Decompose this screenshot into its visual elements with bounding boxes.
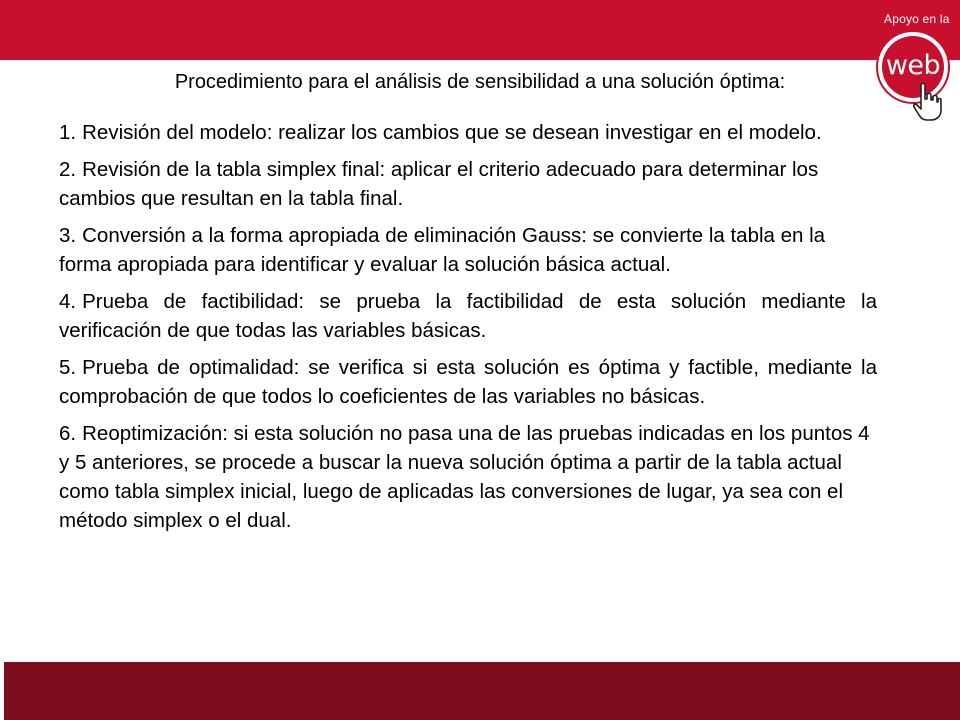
- step-text: Prueba de optimalidad: se verifica si esta solución es óptima y factible, mediante la comprobación de que todos lo coeficientes de las variables no básicas.: [59, 356, 877, 408]
- step-text: Revisión de la tabla simplex final: aplicar el criterio adecuado para determinar los cambios que resultan en la tabla final.: [59, 158, 819, 210]
- steps-list: [59, 118, 877, 543]
- step-number: 1.: [59, 121, 77, 144]
- step-2: [59, 155, 877, 213]
- logo-caption: Apoyo en la: [884, 12, 950, 26]
- step-number: 3.: [59, 224, 77, 247]
- step-text: Revisión del modelo: realizar los cambios que se desean investigar en el modelo.: [82, 121, 822, 144]
- step-number: 2.: [59, 158, 77, 181]
- hand-pointer-icon: [912, 82, 942, 122]
- step-text: Conversión a la forma apropiada de eliminación Gauss: se convierte la tabla en la forma apropiada para identificar y evaluar la solución básica actual.: [59, 224, 826, 276]
- slide-title: Procedimiento para el análisis de sensibilidad a una solución óptima:: [174, 71, 786, 93]
- step-text: Prueba de factibilidad: se prueba la factibilidad de esta solución mediante la verificación de que todas las variables básicas.: [59, 290, 877, 342]
- step-number: 4.: [59, 290, 77, 313]
- step-1: [59, 118, 877, 147]
- step-6: [59, 419, 877, 535]
- step-3: [59, 221, 877, 279]
- step-text: Reoptimización: si esta solución no pasa una de las pruebas indicadas en los puntos 4 y 5 anteriores, se procede a buscar la nueva solución óptima a partir de la tabla actual como tabla simplex inicial, luego de aplicadas las conversiones de lugar, ya sea con el método simplex o el dual.: [59, 422, 870, 532]
- step-5: [59, 353, 877, 411]
- logo-word: web: [885, 49, 941, 81]
- bottom-banner: [4, 662, 960, 720]
- step-4: [59, 287, 877, 345]
- step-number: 5.: [59, 356, 77, 379]
- step-number: 6.: [59, 422, 77, 445]
- top-banner: [0, 0, 960, 60]
